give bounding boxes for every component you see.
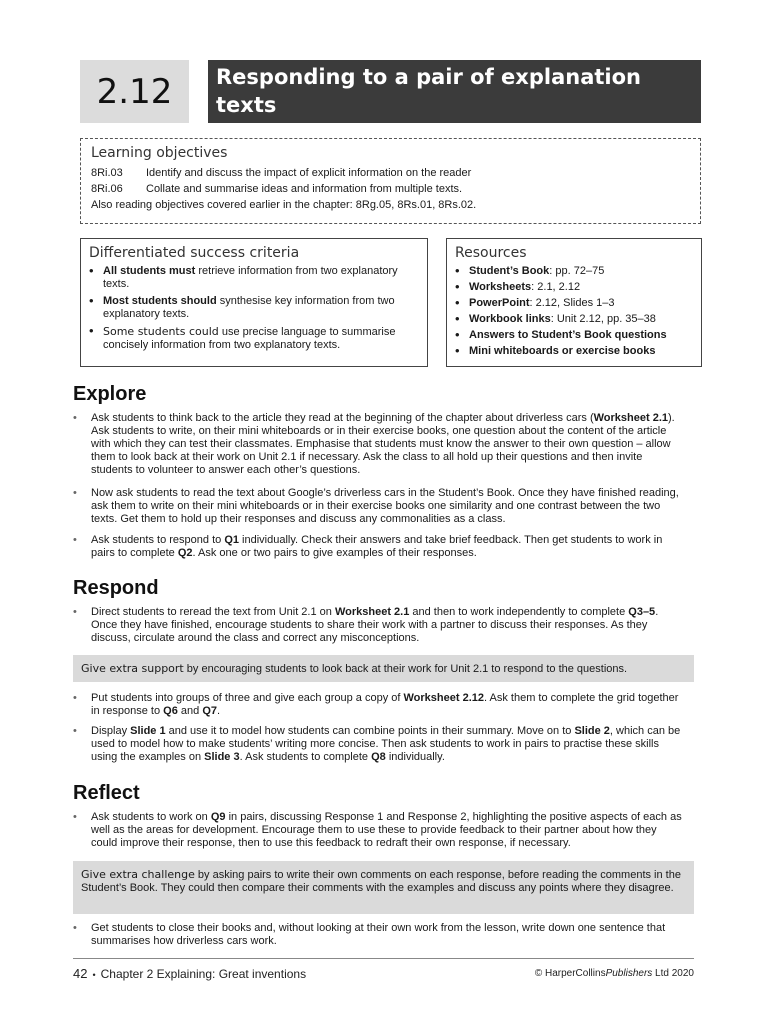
objective-text: Collate and summarise ideas and information from multiple texts. (146, 183, 463, 195)
item-text (73, 412, 683, 477)
bullet-icon: • (73, 606, 77, 618)
resource-item (455, 265, 693, 278)
callout-lead: Give extra support (81, 662, 184, 675)
text-run: . (217, 705, 221, 717)
resource-name: Mini whiteboards or exercise books (469, 345, 656, 357)
explore-item (73, 412, 683, 477)
respond-item (73, 606, 683, 645)
bold-run: Slide 1 (130, 725, 166, 737)
bullet-icon: • (73, 487, 77, 499)
resources-heading: Resources (455, 245, 527, 261)
bullet-icon: • (73, 534, 77, 546)
chapter-title: Chapter 2 Explaining: Great inventions (100, 967, 307, 981)
footer-divider (73, 958, 694, 959)
criteria-item (89, 265, 419, 291)
page-number: 42 (73, 966, 88, 981)
text-run: . Ask students to complete (239, 751, 372, 763)
reflect-item (73, 922, 683, 948)
criteria-text: retrieve information from two explanatory texts. (103, 265, 398, 290)
reflect-heading: Reflect (73, 782, 140, 804)
resource-detail: : 2.1, 2.12 (531, 281, 581, 293)
bullet-icon: • (73, 725, 77, 737)
text-run: Ask students to work on (91, 811, 211, 823)
bullet-icon: • (73, 692, 77, 704)
resource-detail: : Unit 2.12, pp. 35–38 (550, 313, 656, 325)
bullet-icon: • (73, 412, 77, 424)
resource-item (455, 345, 693, 358)
footer-separator: • (92, 970, 96, 980)
text-run: , which can be used to model how to make students’ writing more concise. Then ask students to work in pairs to practise these skills using the examples on (91, 725, 681, 763)
respond-item (73, 692, 683, 718)
bold-run: Slide 3 (204, 751, 240, 763)
resource-name: Workbook links (469, 313, 551, 325)
success-criteria-box (80, 238, 428, 367)
text-run: in pairs, discussing Response 1 and Response 2, highlighting the positive aspects of each as well as the areas for development. Encourage them to use these to provide feedback to their partner about how they could improve their response, then to use this feedback to redraft their own response, if necessary. (91, 811, 682, 849)
success-criteria-heading: Differentiated success criteria (89, 245, 300, 261)
objective-row (91, 165, 690, 181)
text-run: Get students to close their books and, without looking at their own work from the lesson, write down one sentence that summarises how driverless cars work. (91, 922, 666, 947)
text-run: Ask students to respond to (91, 534, 225, 546)
text-run: and (177, 705, 203, 717)
bold-run: Q2 (177, 547, 193, 559)
text-run: . Ask them to complete the grid together in response to (91, 692, 679, 717)
item-text (73, 534, 683, 560)
bullet-icon: • (73, 811, 77, 823)
resource-name: PowerPoint (469, 297, 530, 309)
explore-item (73, 487, 683, 526)
page-title: Responding to a pair of explanation texts (208, 60, 701, 123)
resource-item (455, 297, 693, 310)
criteria-level: Most students should (103, 295, 217, 307)
resource-item (455, 313, 693, 326)
text-run: Ask students to think back to the article they read at the beginning of the chapter about driverless cars ( (91, 412, 594, 424)
reflect-item (73, 811, 683, 850)
bold-run: Q8 (371, 751, 386, 763)
criteria-item (89, 295, 419, 321)
bold-run: Q9 (210, 811, 226, 823)
criteria-text: use precise language to summarise concisely information from two explanatory texts. (103, 326, 396, 351)
copyright-suffix: Ltd 2020 (652, 968, 694, 979)
criteria-text: synthesise key information from two explanatory texts. (103, 295, 395, 320)
callout-text: by encouraging students to look back at their work for Unit 2.1 to respond to the questions. (183, 663, 628, 675)
text-run: ). Ask students to write, on their mini whiteboards or in their exercise books, one question about the content of the article with which they can test their classmates. Emphasise that students must know the answer to their own question – allow them to look back at their work on Unit 2.1 if necessary. Ask the class to all hold up their questions and then invite students to volunteer to answer each other’s questions. (91, 412, 675, 476)
text-run: individually. (385, 751, 445, 763)
bold-run: Worksheet 2.1 (593, 412, 669, 424)
bold-run: Q6 (163, 705, 178, 717)
resource-name: Student’s Book (469, 265, 550, 277)
criteria-level: All students must (103, 265, 196, 277)
text-run: Put students into groups of three and give each group a copy of (91, 692, 404, 704)
learning-objectives-box (80, 138, 701, 224)
resource-name: Answers to Student’s Book questions (469, 329, 667, 341)
unit-number: 2.12 (80, 60, 189, 123)
objective-code: 8Ri.06 (91, 183, 123, 195)
explore-item (73, 534, 683, 560)
resource-item (455, 281, 693, 294)
resources-box (446, 238, 702, 367)
bullet-icon: • (73, 922, 77, 934)
criteria-item (89, 325, 419, 352)
text-run: Direct students to reread the text from Unit 2.1 on (91, 606, 335, 618)
callout-text: by asking pairs to write their own comments on each response, before reading the comments in the Student’s Book. They could then compare their comments with the examples and discuss any points where they disagree. (81, 869, 681, 894)
item-text (73, 725, 683, 764)
text-run: . Ask one or two pairs to give examples of their responses. (192, 547, 477, 559)
text-run: individually. Check their answers and take brief feedback. Then get students to work in pairs to complete (91, 534, 663, 559)
footer-page-info (73, 966, 306, 981)
explore-heading: Explore (73, 383, 147, 405)
respond-heading: Respond (73, 577, 159, 599)
bold-run: Slide 2 (574, 725, 610, 737)
copyright-italic: Publishers (605, 968, 653, 979)
learning-objectives-heading: Learning objectives (91, 145, 228, 161)
objective-row (91, 181, 690, 197)
objective-code: 8Ri.03 (91, 167, 123, 179)
extra-support-callout (73, 655, 694, 682)
objectives-note: Also reading objectives covered earlier in the chapter: 8Rg.05, 8Rs.01, 8Rs.02. (91, 199, 477, 211)
bold-run: Q7 (202, 705, 217, 717)
copyright (535, 968, 694, 979)
text-run: and use it to model how students can combine points in their summary. Move on to (165, 725, 575, 737)
text-run: Now ask students to read the text about Google’s driverless cars in the Student’s Book. Once they have finished reading, ask them to write on their mini whiteboards or in their exercise books one similarity and one contrast between the two texts. Get them to hold up their responses and discuss any commonalities as a class. (91, 487, 679, 525)
bold-run: Q1 (224, 534, 239, 546)
resources-list (455, 265, 693, 358)
respond-item (73, 725, 683, 764)
copyright-prefix: © HarperCollins (534, 968, 606, 979)
extra-challenge-callout (73, 861, 694, 914)
resource-detail: : pp. 72–75 (549, 265, 605, 277)
bold-run: Q3–5 (628, 606, 656, 618)
item-text (73, 487, 683, 526)
bold-run: Worksheet 2.12 (403, 692, 485, 704)
resource-item (455, 329, 693, 342)
item-text (73, 692, 683, 718)
objective-text: Identify and discuss the impact of explicit information on the reader (146, 167, 472, 179)
callout-lead: Give extra challenge (81, 868, 195, 881)
criteria-level: Some students could (103, 325, 219, 338)
resource-name: Worksheets (469, 281, 532, 293)
item-text (73, 811, 683, 850)
text-run: . Once they have finished, encourage students to share their work with a partner to discuss their responses. As they discuss, circulate around the class and correct any misconceptions. (91, 606, 659, 644)
resource-detail: : 2.12, Slides 1–3 (529, 297, 615, 309)
success-criteria-list (89, 265, 419, 352)
item-text (73, 606, 683, 645)
bold-run: Worksheet 2.1 (334, 606, 410, 618)
text-run: and then to work independently to complete (409, 606, 629, 618)
text-run: Display (91, 725, 131, 737)
item-text (73, 922, 683, 948)
